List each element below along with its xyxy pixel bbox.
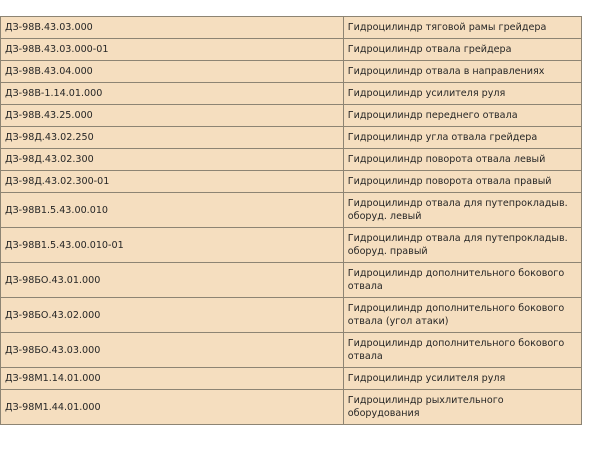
part-name-cell: Гидроцилиндр рыхлительного оборудования: [343, 390, 581, 425]
part-code-cell: ДЗ-98М1.44.01.000: [1, 390, 344, 425]
part-code-cell: ДЗ-98В1.5.43.00.010-01: [1, 228, 344, 263]
part-name-cell: Гидроцилиндр отвала в направлениях: [343, 61, 581, 83]
part-name-cell: Гидроцилиндр дополнительного бокового отвала (угол атаки): [343, 298, 581, 333]
part-code-cell: ДЗ-98БО.43.01.000: [1, 263, 344, 298]
table-row: [1, 368, 582, 390]
part-name-cell: Гидроцилиндр дополнительного бокового отвала: [343, 263, 581, 298]
part-name-cell: Гидроцилиндр тяговой рамы грейдера: [343, 17, 581, 39]
parts-table: [0, 16, 582, 425]
table-row: [1, 390, 582, 425]
part-code-cell: ДЗ-98В.43.03.000: [1, 17, 344, 39]
part-name-cell: Гидроцилиндр отвала грейдера: [343, 39, 581, 61]
table-row: [1, 39, 582, 61]
part-name-cell: Гидроцилиндр переднего отвала: [343, 105, 581, 127]
part-code-cell: ДЗ-98В-1.14.01.000: [1, 83, 344, 105]
part-name-cell: Гидроцилиндр поворота отвала правый: [343, 171, 581, 193]
part-code-cell: ДЗ-98Д.43.02.300-01: [1, 171, 344, 193]
part-code-cell: ДЗ-98М1.14.01.000: [1, 368, 344, 390]
part-name-cell: Гидроцилиндр усилителя руля: [343, 83, 581, 105]
table-row: [1, 228, 582, 263]
table-row: [1, 127, 582, 149]
table-row: [1, 83, 582, 105]
table-row: [1, 105, 582, 127]
part-code-cell: ДЗ-98БО.43.02.000: [1, 298, 344, 333]
table-row: [1, 333, 582, 368]
table-row: [1, 149, 582, 171]
part-name-cell: Гидроцилиндр поворота отвала левый: [343, 149, 581, 171]
table-row: [1, 298, 582, 333]
part-code-cell: ДЗ-98БО.43.03.000: [1, 333, 344, 368]
part-code-cell: ДЗ-98Д.43.02.250: [1, 127, 344, 149]
table-row: [1, 171, 582, 193]
part-name-cell: Гидроцилиндр отвала для путепрокладыв. оборуд. левый: [343, 193, 581, 228]
part-code-cell: ДЗ-98В.43.04.000: [1, 61, 344, 83]
part-name-cell: Гидроцилиндр усилителя руля: [343, 368, 581, 390]
part-name-cell: Гидроцилиндр дополнительного бокового отвала: [343, 333, 581, 368]
table-row: [1, 61, 582, 83]
part-name-cell: Гидроцилиндр отвала для путепрокладыв. оборуд. правый: [343, 228, 581, 263]
table-row: [1, 17, 582, 39]
part-code-cell: ДЗ-98В.43.25.000: [1, 105, 344, 127]
table-row: [1, 263, 582, 298]
part-name-cell: Гидроцилиндр угла отвала грейдера: [343, 127, 581, 149]
part-code-cell: ДЗ-98Д.43.02.300: [1, 149, 344, 171]
part-code-cell: ДЗ-98В.43.03.000-01: [1, 39, 344, 61]
table-row: [1, 193, 582, 228]
part-code-cell: ДЗ-98В1.5.43.00.010: [1, 193, 344, 228]
